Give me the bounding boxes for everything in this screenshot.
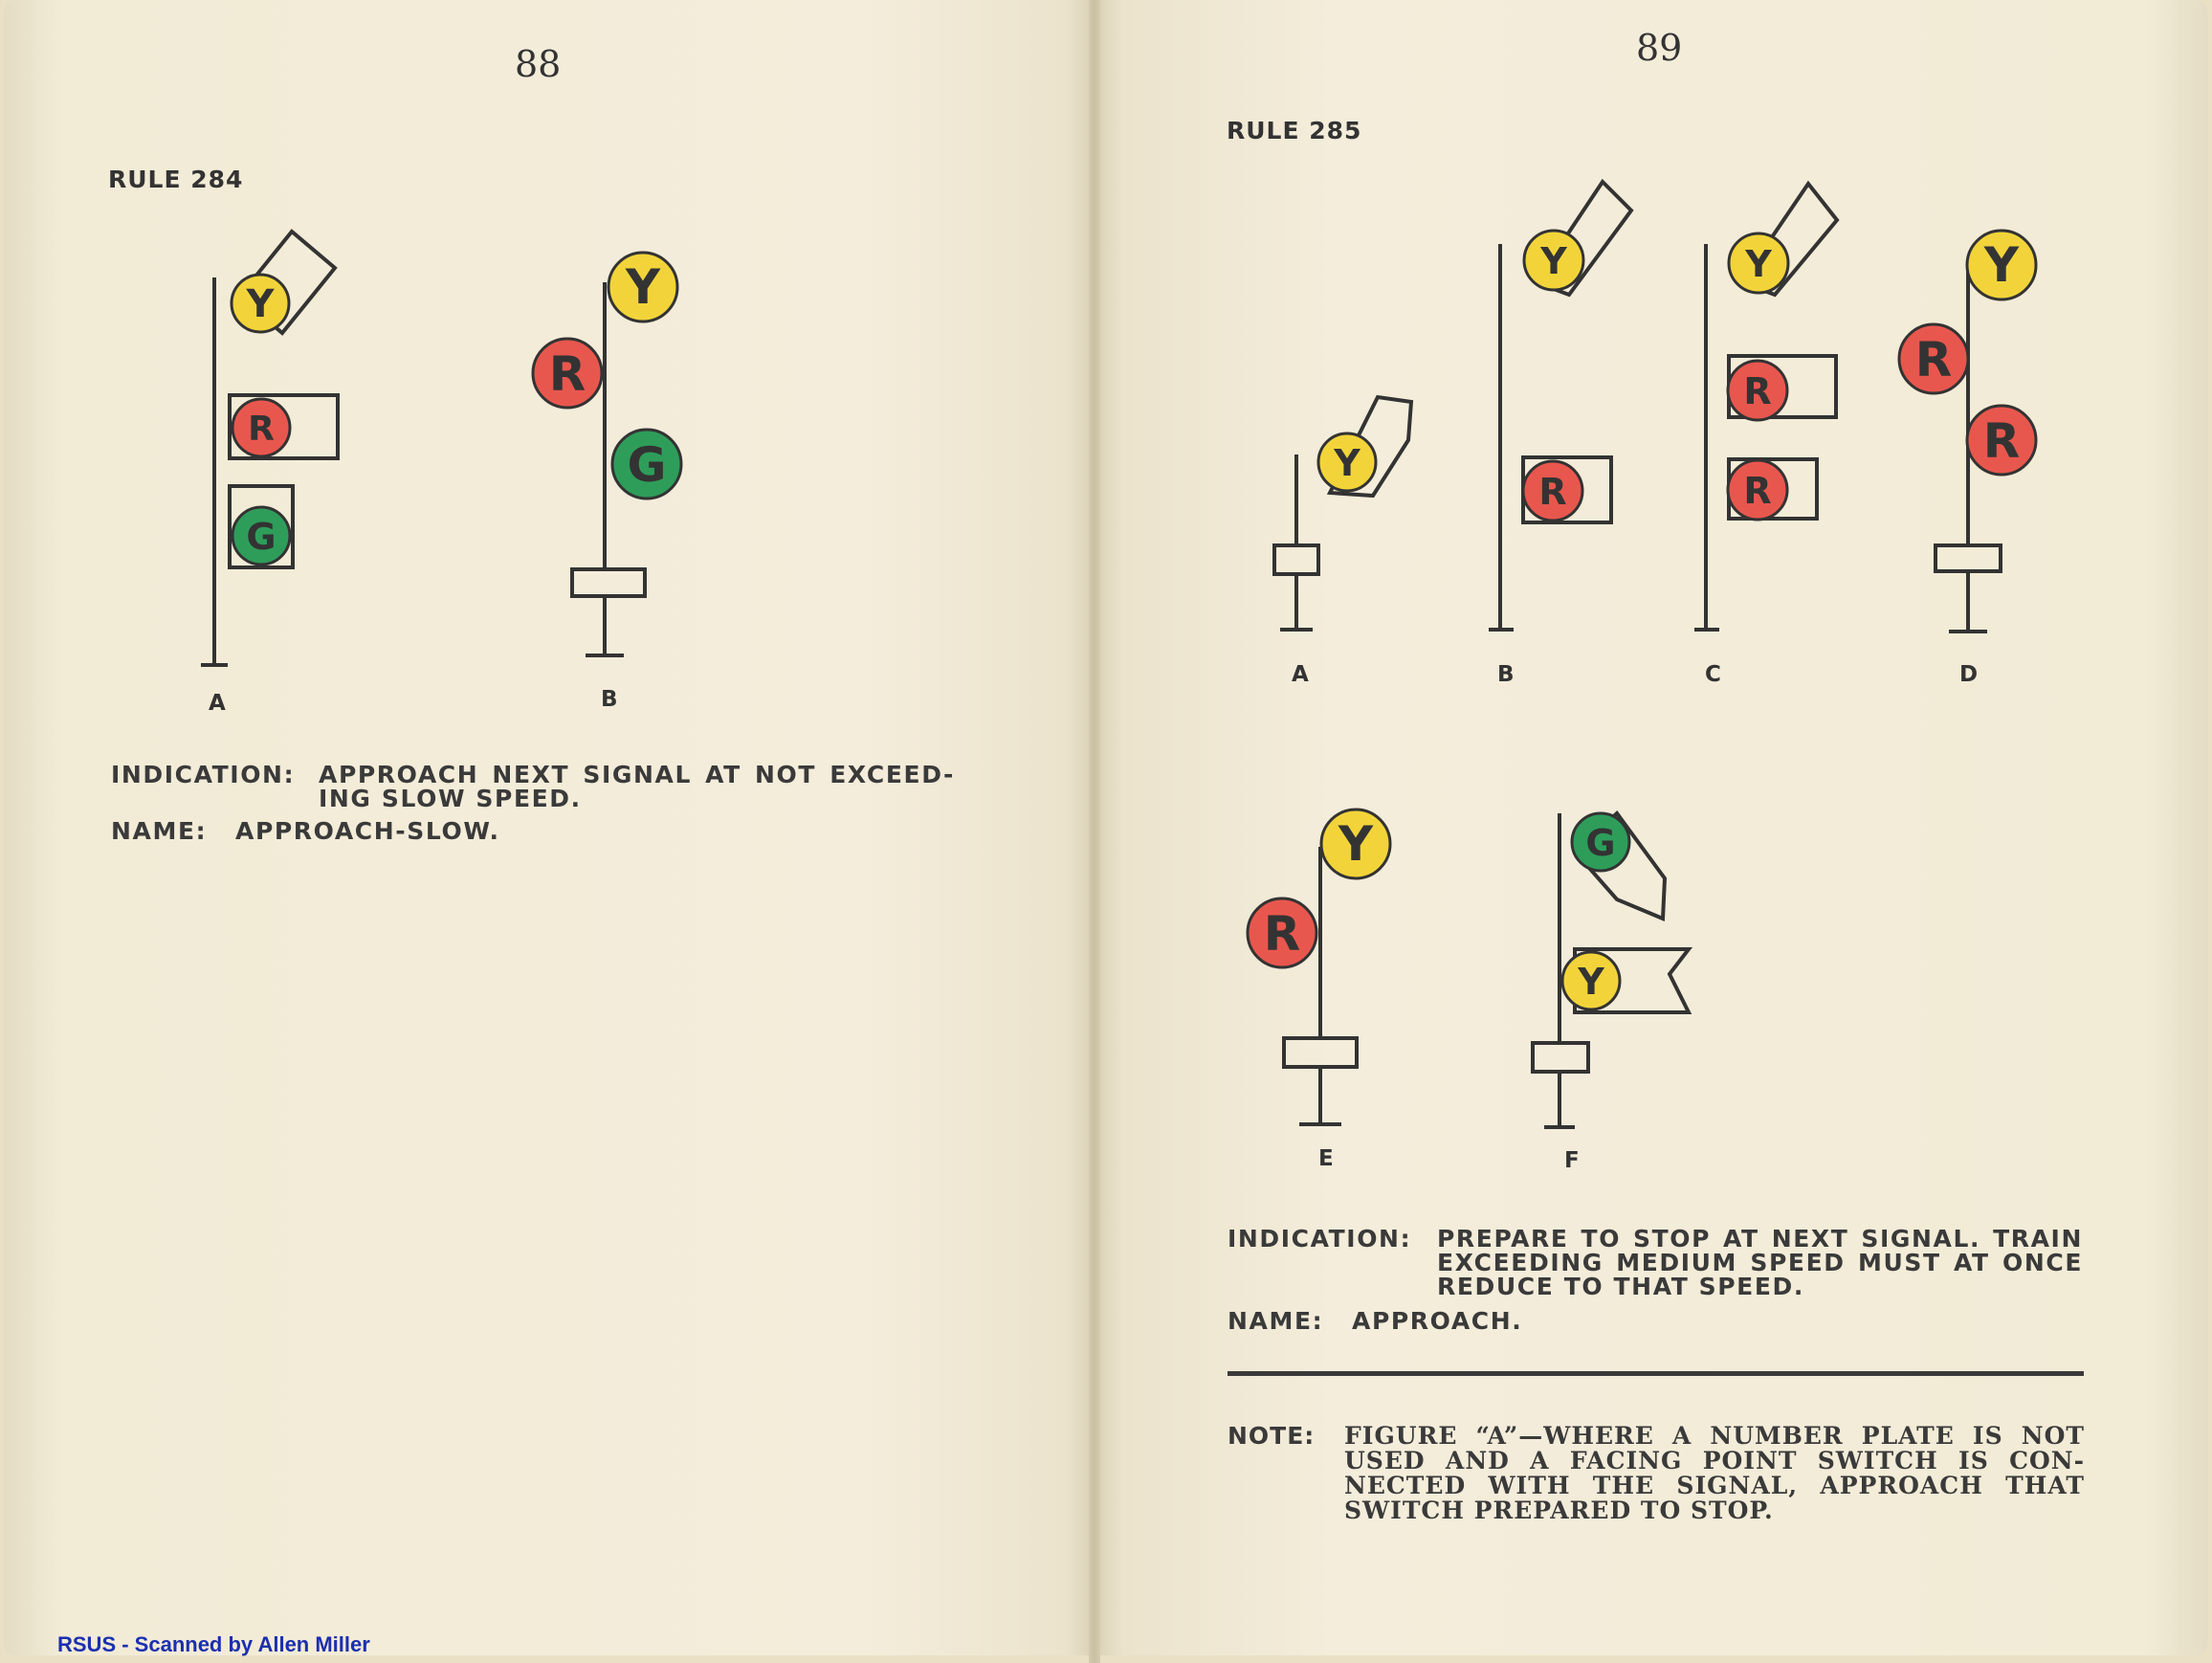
name-value: APPROACH-SLOW.: [235, 817, 500, 845]
lamp-letter-y: Y: [1983, 237, 2020, 293]
note-text-line3: NECTED WITH THE SIGNAL, APPROACH THAT: [1344, 1472, 2085, 1499]
lamp-letter-r: R: [548, 346, 586, 402]
signal-284-b: [517, 239, 708, 660]
lamp-letter-y: Y: [1745, 243, 1772, 285]
lamp-letter-y: Y: [246, 282, 275, 326]
indication-285: [1228, 1227, 2089, 1298]
figure-label-285-b: B: [1497, 662, 1515, 687]
signal-285-c: [1689, 172, 1861, 641]
note-285: [1228, 1424, 2087, 1523]
note-text-line4: SWITCH PREPARED TO STOP.: [1344, 1497, 1774, 1524]
page-number-left: 88: [515, 43, 562, 85]
lamp-letter-g: G: [627, 437, 667, 493]
name-label: NAME:: [111, 817, 208, 845]
scan-credit: RSUS - Scanned by Allen Miller: [57, 1632, 370, 1656]
indication-text-line1: PREPARE TO STOP AT NEXT SIGNAL. TRAIN: [1437, 1225, 2083, 1253]
indication-text-line1: APPROACH NEXT SIGNAL AT NOT EXCEED-: [319, 761, 955, 788]
lamp-letter-y: Y: [1334, 442, 1360, 484]
lamp-letter-r: R: [1743, 370, 1772, 412]
indication-label: INDICATION:: [1228, 1225, 1412, 1253]
lamp-letter-g: G: [1585, 822, 1616, 864]
lamp-letter-y: Y: [1338, 816, 1374, 872]
name-value: APPROACH.: [1352, 1307, 1523, 1335]
lamp-letter-y: Y: [625, 259, 661, 315]
lamp-letter-y: Y: [1540, 240, 1567, 282]
lamp-letter-r: R: [1538, 471, 1567, 513]
lamp-letter-g: G: [246, 516, 276, 558]
rule-284-heading: RULE 284: [108, 166, 244, 193]
note-text-line1: FIGURE “A”—WHERE A NUMBER PLATE IS NOT: [1344, 1422, 2085, 1450]
page-number-right: 89: [1636, 27, 1683, 69]
signal-285-f: [1521, 804, 1703, 1139]
divider-rule: [1228, 1371, 2084, 1376]
lamp-letter-r: R: [1263, 906, 1301, 962]
lamp-letter-y: Y: [1578, 961, 1604, 1003]
indication-284: [111, 763, 972, 810]
signal-285-a: [1263, 383, 1416, 641]
note-text-line2: USED AND A FACING POINT SWITCH IS CON-: [1344, 1447, 2085, 1475]
name-284: [111, 819, 500, 843]
figure-label-284-a: A: [209, 691, 226, 716]
indication-label: INDICATION:: [111, 761, 296, 788]
indication-text-line3: REDUCE TO THAT SPEED.: [1437, 1273, 1804, 1300]
lamp-letter-r: R: [1743, 470, 1772, 512]
figure-label-285-a: A: [1292, 662, 1309, 687]
name-label: NAME:: [1228, 1307, 1324, 1335]
name-285: [1228, 1309, 1522, 1333]
figure-label-285-e: E: [1318, 1146, 1334, 1171]
signal-285-e: [1244, 804, 1416, 1148]
lamp-letter-r: R: [248, 410, 275, 449]
signal-284-a: [191, 220, 344, 679]
signal-285-b: [1483, 172, 1655, 641]
lamp-letter-r: R: [1914, 332, 1953, 388]
indication-text-line2: ING SLOW SPEED.: [319, 785, 582, 812]
book-gutter: [1089, 0, 1100, 1663]
signal-285-d: [1890, 225, 2062, 646]
rule-285-heading: RULE 285: [1227, 117, 1362, 144]
figure-label-285-f: F: [1564, 1148, 1580, 1173]
note-label: NOTE:: [1228, 1422, 1316, 1450]
figure-label-284-b: B: [601, 687, 618, 712]
indication-text-line2: EXCEEDING MEDIUM SPEED MUST AT ONCE: [1437, 1249, 2083, 1276]
figure-label-285-d: D: [1959, 662, 1979, 687]
lamp-letter-r: R: [1982, 413, 2021, 469]
figure-label-285-c: C: [1705, 662, 1721, 687]
